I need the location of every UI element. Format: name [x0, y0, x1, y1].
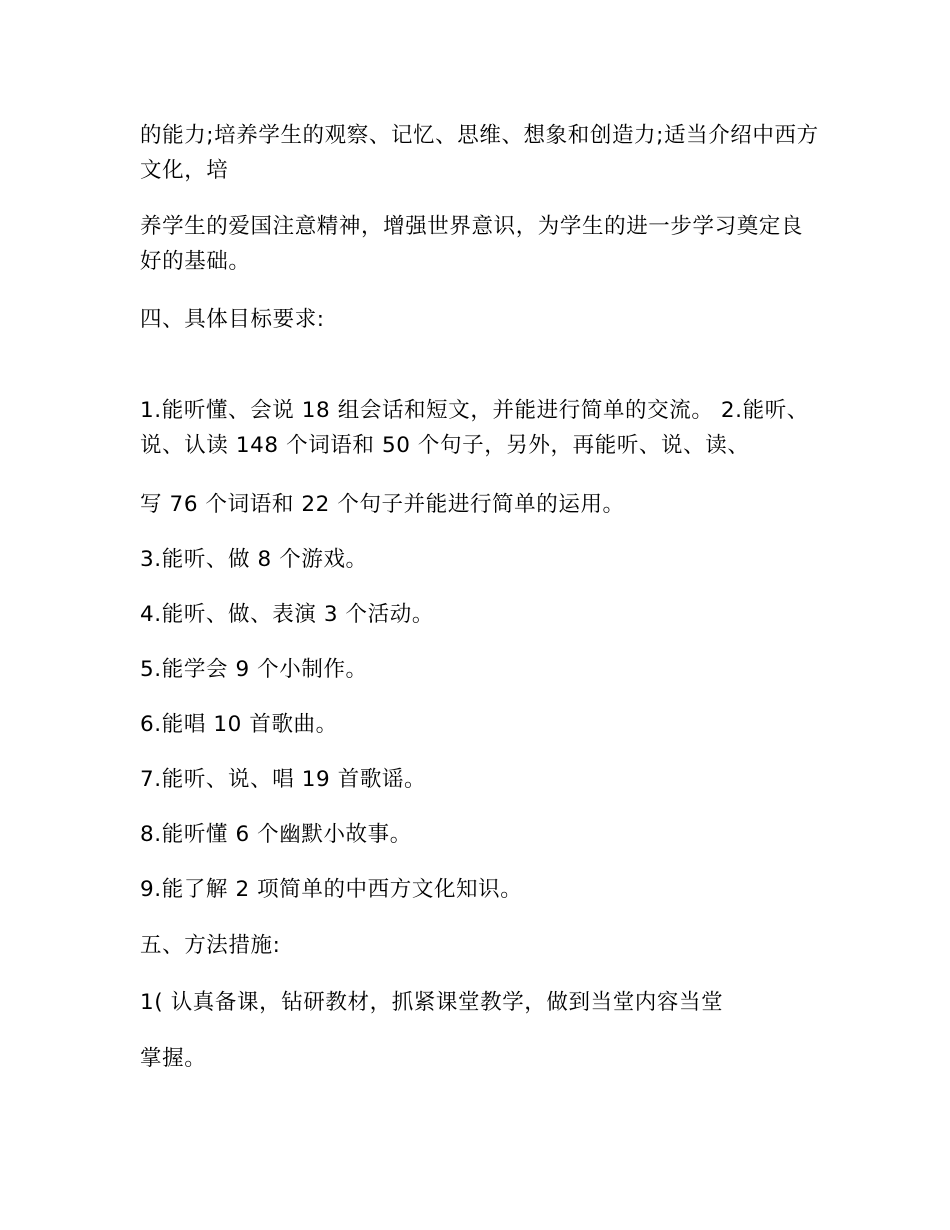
- paragraph-goals-continued: 的能力;培养学生的观察、记忆、思维、想象和创造力;适当介绍中西方文化，培: [140, 123, 819, 183]
- heading-methods: 五、方法措施:: [140, 933, 281, 958]
- list-item-8: 8.能听懂 6 个幽默小故事。: [140, 822, 412, 847]
- method-item-1-continued: 掌握。: [140, 1046, 207, 1071]
- paragraph-patriotism: 养学生的爱国注意精神，增强世界意识，为学生的进一步学习奠定良好的基础。: [140, 214, 804, 274]
- list-item-7: 7.能听、说、唱 19 首歌谣。: [140, 767, 427, 792]
- list-item-2-continued: 写 76 个词语和 22 个句子并能进行简单的运用。: [140, 492, 625, 517]
- method-item-1: 1( 认真备课，钻研教材，抓紧课堂教学，做到当堂内容当堂: [140, 990, 724, 1015]
- list-item-1-2: 1.能听懂、会说 18 组会话和短文，并能进行简单的交流。 2.能听、说、认读 148 个词语和 50 个句子，另外，再能听、说、读、: [140, 398, 809, 458]
- heading-specific-goals: 四、具体目标要求:: [140, 307, 325, 332]
- list-item-5: 5.能学会 9 个小制作。: [140, 657, 368, 682]
- list-item-3: 3.能听、做 8 个游戏。: [140, 547, 368, 572]
- list-item-9: 9.能了解 2 项简单的中西方文化知识。: [140, 877, 523, 902]
- list-item-6: 6.能唱 10 首歌曲。: [140, 712, 338, 737]
- list-item-4: 4.能听、做、表演 3 个活动。: [140, 602, 434, 627]
